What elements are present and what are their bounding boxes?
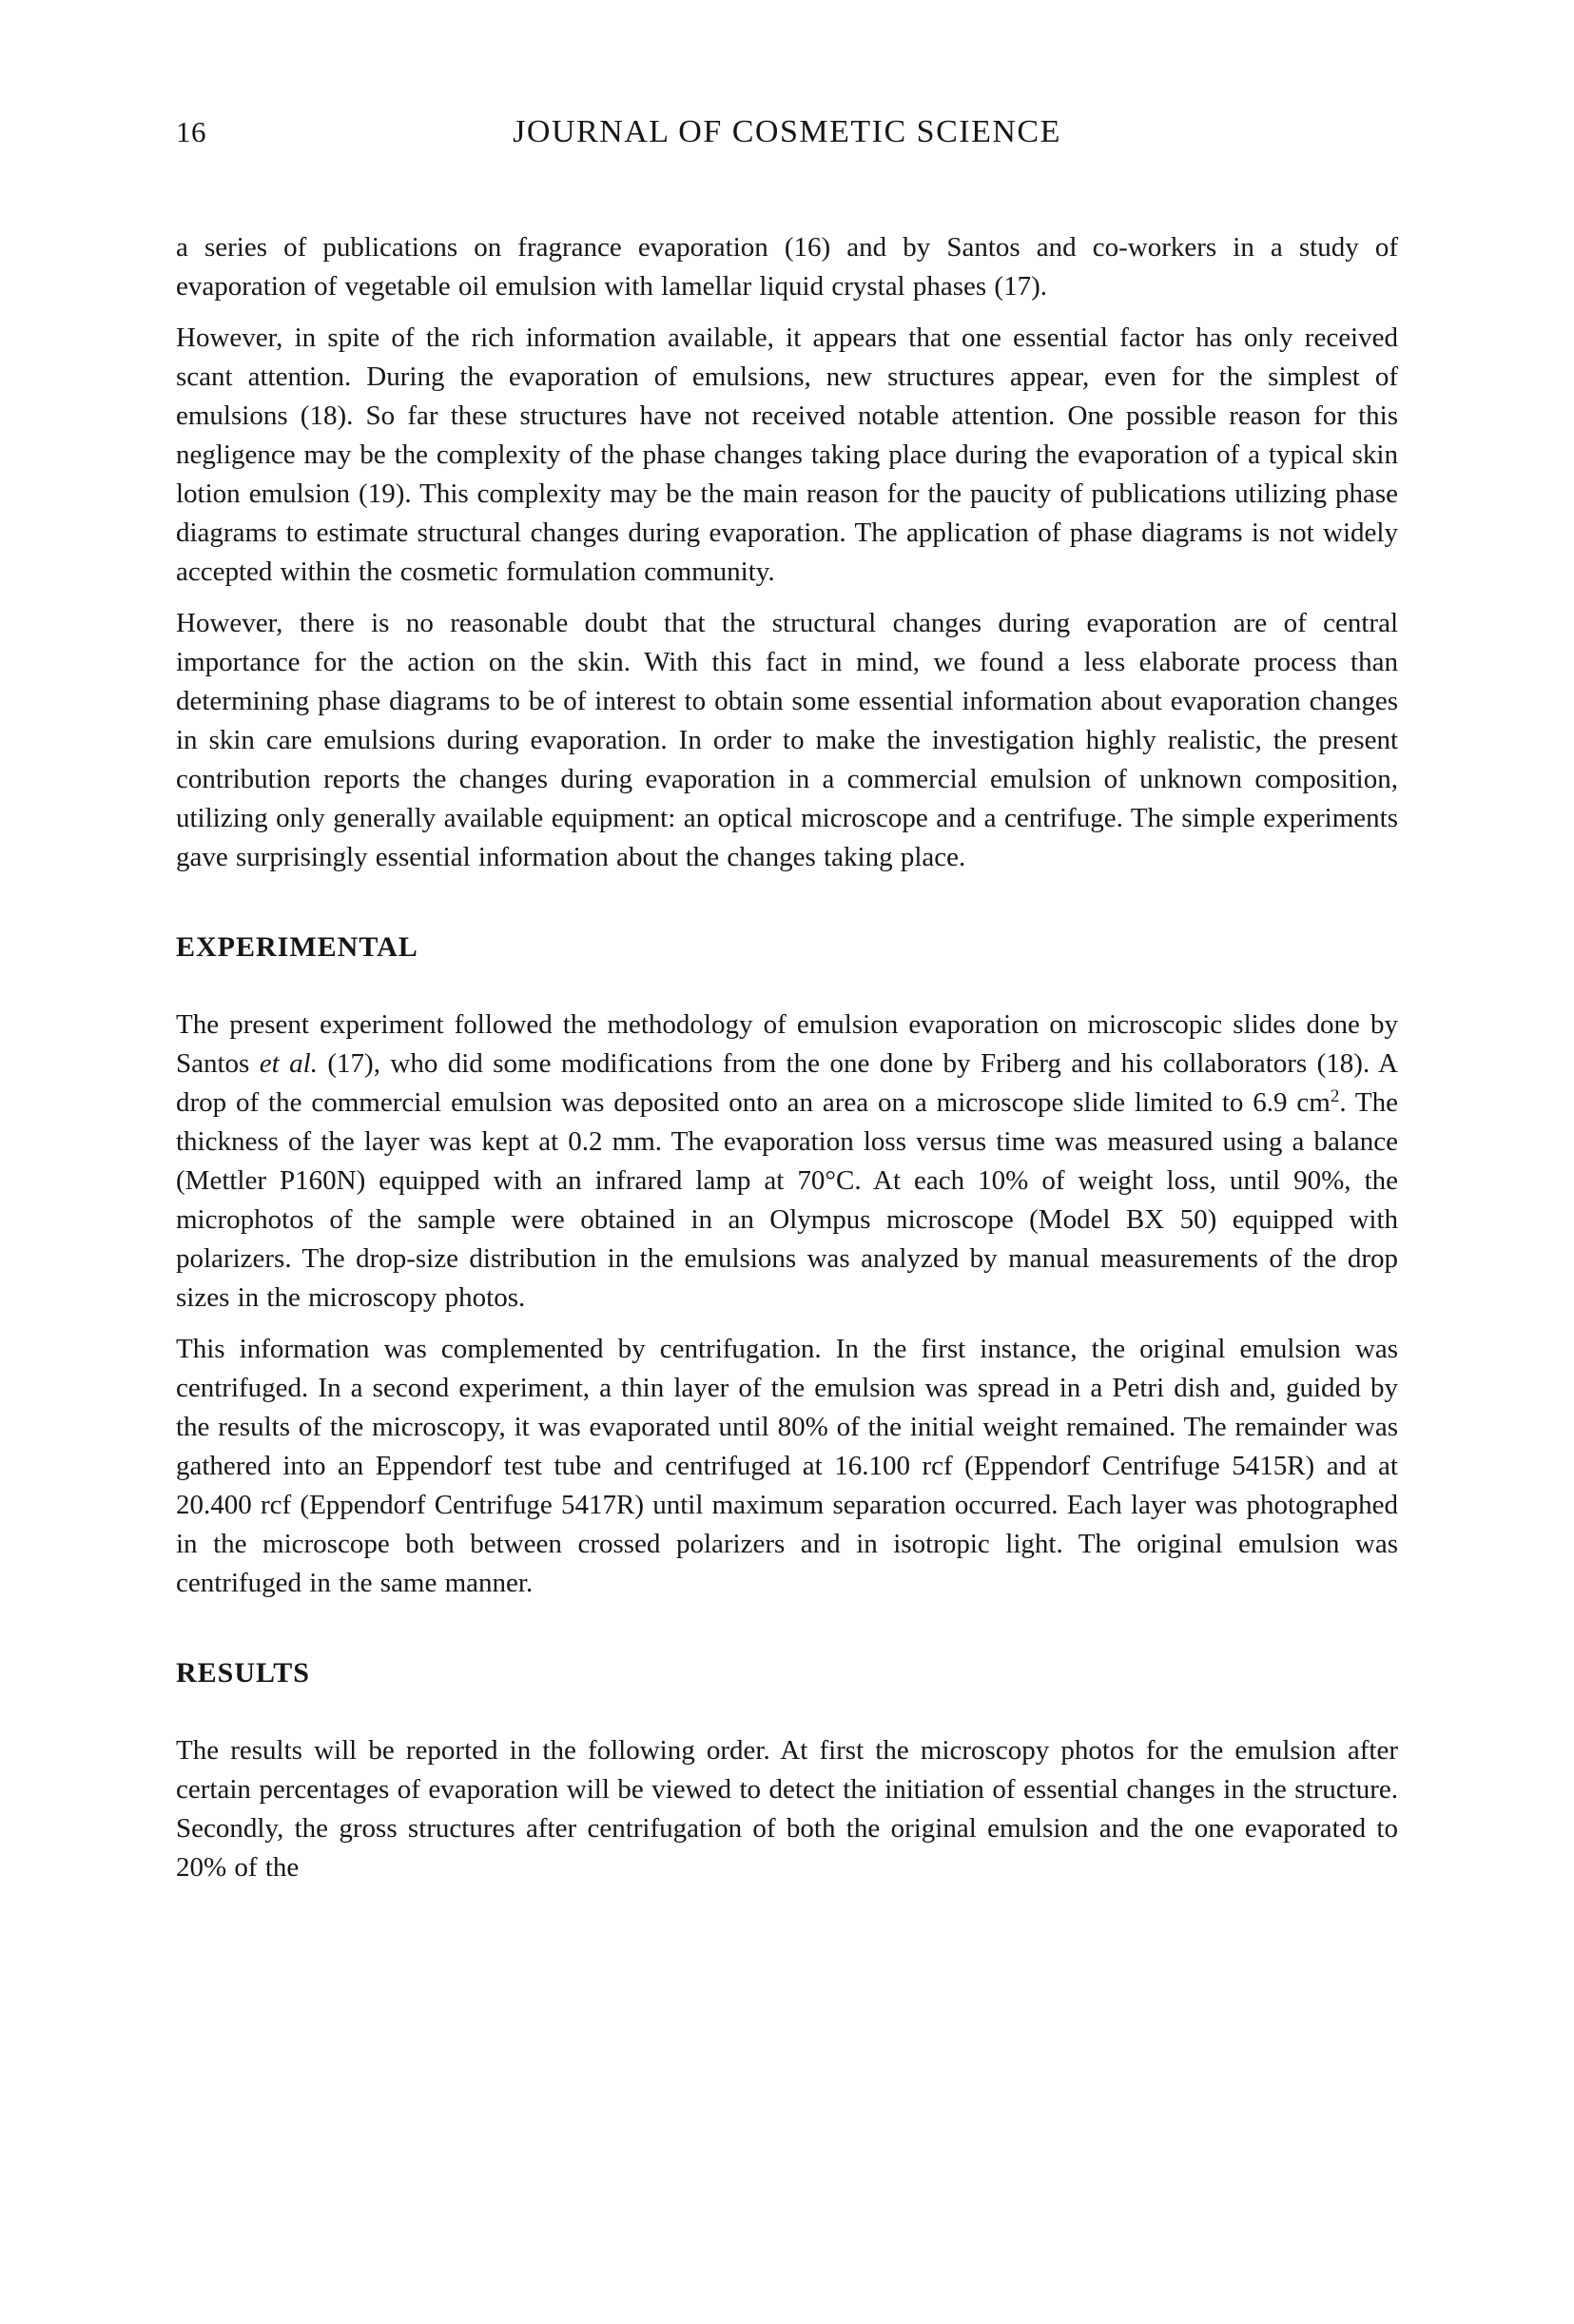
page-number: 16 (176, 115, 206, 148)
section-heading: RESULTS (176, 1657, 310, 1689)
page-body (176, 228, 1398, 1887)
body-paragraph: The results will be reported in the following order. At first the microscopy photos for the emulsion after certain percentages of evaporation will be viewed to detect the initiation of essential changes in the structure. Secondly, the gross structures after centrifugation of both the original emulsion and the one evaporated to 20% of the (176, 1735, 1398, 1883)
body-paragraph: a series of publications on fragrance evaporation (16) and by Santos and co-workers in a study of evaporation of vegetable oil emulsion with lamellar liquid crystal phases (17). (176, 232, 1398, 302)
body-paragraph: This information was complemented by centrifugation. In the first instance, the original emulsion was centrifuged. In a second experiment, a thin layer of the emulsion was spread in a Petri dish and, guided by the results of the microscopy, it was evaporated until 80% of the initial weight remained. The remainder was gathered into an Eppendorf test tube and centrifuged at 16.100 rcf (Eppendorf Centrifuge 5415R) and at 20.400 rcf (Eppendorf Centrifuge 5417R) until maximum separation occurred. Each layer was photographed in the microscope both between crossed polarizers and in isotropic light. The original emulsion was centrifuged in the same manner. (176, 1334, 1398, 1598)
body-paragraph: The present experiment followed the methodology of emulsion evaporation on microscopic slides done by Santos et al. (17), who did some modifications from the one done by Friberg and his collaborators (18). A drop of the commercial emulsion was deposited onto an area on a microscope slide limited to 6.9 $cm^2$. The thickness of the layer was kept at 0.2 mm. The evaporation loss versus time was measured using a balance (Mettler P160N) equipped with an infrared lamp at 70°C. At each 10% of weight loss, until 90%, the microphotos of the sample were obtained in an Olympus microscope (Model BX 50) equipped with polarizers. The drop-size distribution in the emulsions was analyzed by manual measurements of the drop sizes in the microscopy photos. (176, 1009, 1398, 1313)
section-heading: EXPERIMENTAL (176, 931, 418, 963)
body-paragraph: However, in spite of the rich information available, it appears that one essential factor has only received scant attention. During the evaporation of emulsions, new structures appear, even for the simplest of emulsions (18). So far these structures have not received notable attention. One possible reason for this negligence may be the complexity of the phase changes taking place during the evaporation of a typical skin lotion emulsion (19). This complexity may be the main reason for the paucity of publications utilizing phase diagrams to estimate structural changes during evaporation. The application of phase diagrams is not widely accepted within the cosmetic formulation community. (176, 322, 1398, 587)
body-paragraph: However, there is no reasonable doubt that the structural changes during evaporation are of central importance for the action on the skin. With this fact in mind, we found a less elaborate process than determining phase diagrams to be of interest to obtain some essential information about evaporation changes in skin care emulsions during evaporation. In order to make the investigation highly realistic, the present contribution reports the changes during evaporation in a commercial emulsion of unknown composition, utilizing only generally available equipment: an optical microscope and a centrifuge. The simple experiments gave surprisingly essential information about the changes taking place. (176, 608, 1398, 872)
journal-title: JOURNAL OF COSMETIC SCIENCE (513, 114, 1061, 149)
page-header (0, 114, 1574, 152)
